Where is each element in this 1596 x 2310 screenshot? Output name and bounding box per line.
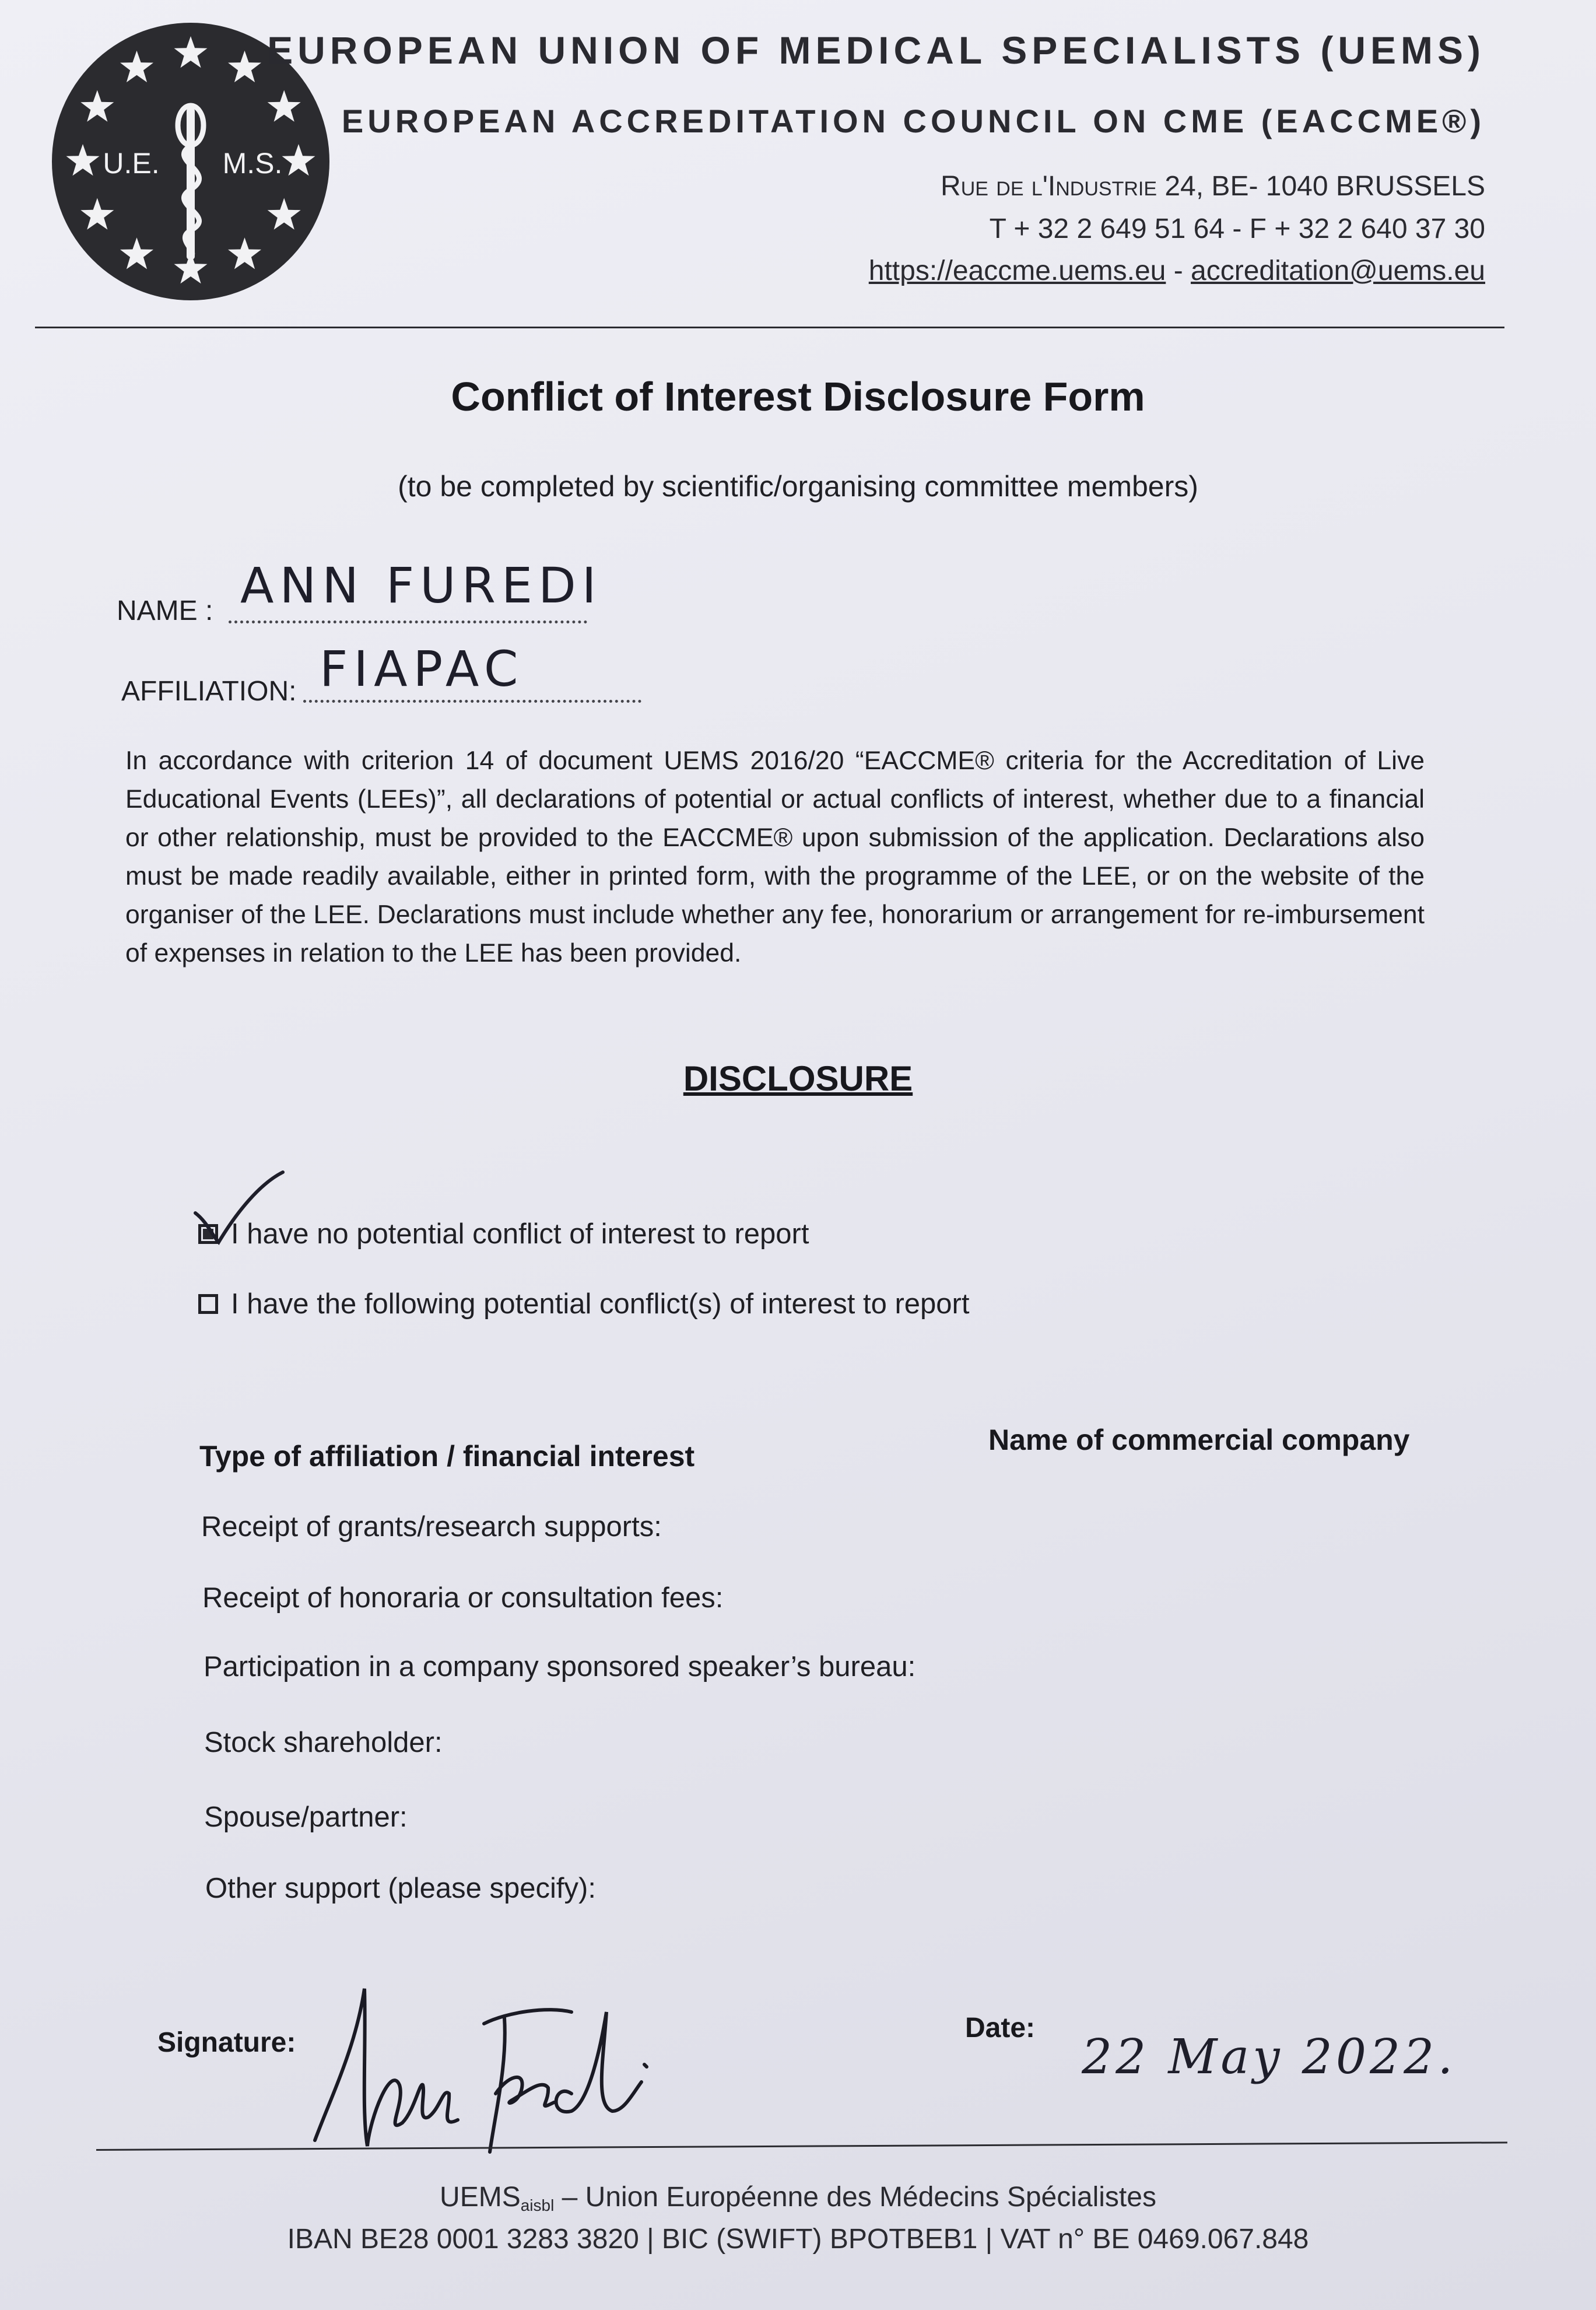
option-has-conflict-label: I have the following potential conflict(s) of interest to report (231, 1288, 970, 1320)
form-title: Conflict of Interest Disclosure Form (451, 374, 1145, 419)
item-speakers-bureau: Participation in a company sponsored speaker’s bureau: (204, 1651, 916, 1682)
date-value[interactable]: 22 May 2022. (1082, 2029, 1457, 2085)
option-has-conflict[interactable] (198, 1288, 970, 1320)
org-name-uems: EUROPEAN UNION OF MEDICAL SPECIALISTS (UEMS) (267, 29, 1485, 72)
type-of-affiliation-heading: Type of affiliation / financial interest (199, 1440, 695, 1473)
org-contact-links (869, 255, 1485, 287)
org-address: Rue de l'Industrie 24, BE- 1040 BRUSSELS (941, 171, 1485, 202)
name-label: NAME : (117, 595, 213, 626)
checkbox-empty-icon[interactable] (198, 1294, 218, 1314)
handwritten-check-mark-icon (190, 1166, 294, 1248)
disclosure-heading: DISCLOSURE (683, 1059, 913, 1098)
logo-text-left: U.E. (103, 147, 160, 180)
footer-bank-details: IBAN BE28 0001 3283 3820 | BIC (SWIFT) BPOTBEB1 | VAT n° BE 0469.067.848 (287, 2224, 1309, 2255)
footer-union-name: – Union Européenne des Médecins Spécialistes (554, 2182, 1156, 2213)
signature-label: Signature: (157, 2027, 296, 2058)
date-label: Date: (965, 2013, 1036, 2043)
item-other-support: Other support (please specify): (205, 1873, 596, 1904)
footer-line-1 (0, 2181, 1596, 2215)
item-honoraria: Receipt of honoraria or consultation fees: (202, 1582, 724, 1614)
website-link[interactable]: https://eaccme.uems.eu (868, 255, 1166, 286)
form-subtitle: (to be completed by scientific/organising committee members) (398, 470, 1198, 503)
affiliation-dotted-line (303, 700, 641, 703)
signature-image (297, 1977, 706, 2167)
org-name-eaccme: EUROPEAN ACCREDITATION COUNCIL ON CME (EACCME®) (341, 103, 1485, 139)
item-spouse-partner: Spouse/partner: (204, 1801, 408, 1833)
criteria-paragraph: In accordance with criterion 14 of document UEMS 2016/20 “EACCME® criteria for the Accreditation of Live Educational Events (LEEs)”, all declarations of potential or actual conflicts of interest, whether due to a financial or other relationship, must be provided to the EACCME® upon submission of the application. Declarations also must be made readily available, either in printed form, with the programme of the LEE, or on the website of the organiser of the LEE. Declarations must include whether any fee, honorarium or arrangement for re-imbursement of expenses in relation to the LEE has been provided. (125, 746, 1425, 968)
email-link[interactable]: accreditation@uems.eu (1191, 255, 1485, 286)
affiliation-value[interactable]: FIAPAC (320, 640, 524, 697)
org-phone: T + 32 2 649 51 64 - F + 32 2 640 37 30 (989, 213, 1485, 244)
name-value[interactable]: ANN FUREDI (240, 557, 602, 614)
name-dotted-line (229, 621, 587, 623)
footer-uems: UEMS (440, 2182, 521, 2213)
option-no-conflict-label: I have no potential conflict of interest to report (231, 1218, 809, 1250)
item-stock-shareholder: Stock shareholder: (204, 1727, 443, 1758)
logo-text-right: M.S. (222, 147, 283, 180)
footer-aisbl: aisbl (520, 2196, 555, 2214)
header-rule (35, 327, 1504, 328)
affiliation-label: AFFILIATION: (121, 676, 297, 707)
contact-separator: - (1173, 255, 1183, 286)
item-grants: Receipt of grants/research supports: (201, 1511, 662, 1543)
commercial-company-heading: Name of commercial company (988, 1424, 1410, 1456)
